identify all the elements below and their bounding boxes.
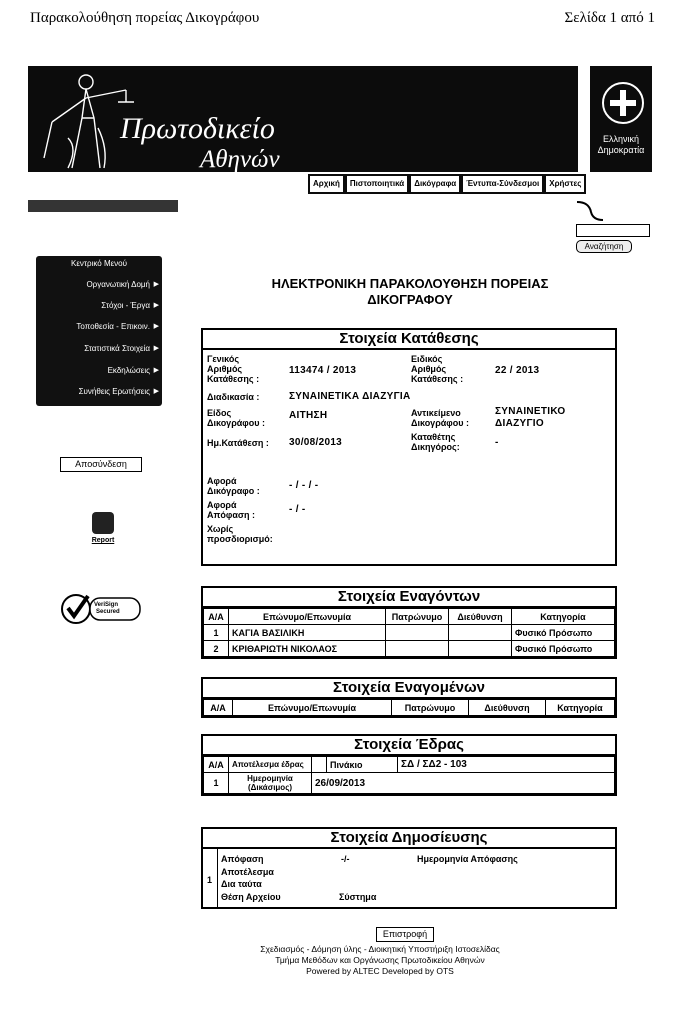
table-header-row xyxy=(204,700,615,716)
value-part: ΔΙΑΖΥΓΙΟ xyxy=(495,418,544,429)
label-part: Δικηγόρος: xyxy=(411,442,460,452)
row-father xyxy=(386,641,449,657)
menu-arrow-icon: ▶ xyxy=(153,323,159,330)
concerns-decision-value: - / - xyxy=(289,504,306,515)
doc-object-label xyxy=(411,408,469,428)
nav-forms-links[interactable]: Έντυπα-Σύνδεσμοι xyxy=(463,176,542,192)
menu-arrow-icon: ▶ xyxy=(153,345,159,352)
row-address xyxy=(449,641,512,657)
page-footer xyxy=(200,944,560,977)
page-title xyxy=(220,276,600,308)
menu-item-faq[interactable]: Συνήθεις Ερωτήσεις xyxy=(78,387,150,396)
report-icon xyxy=(92,512,114,534)
seat-table-label: Πινάκιο xyxy=(327,757,398,773)
menu-arrow-icon: ▶ xyxy=(153,281,159,288)
main-menu xyxy=(36,256,162,406)
concerns-document-label xyxy=(207,476,260,496)
col-name: Επώνυμο/Επωνυμία xyxy=(233,700,392,716)
greek-cross-icon xyxy=(602,82,644,124)
seat-date-label: Ημερομηνία (Δικάσιμος) xyxy=(229,773,312,794)
page-title-line1: ΗΛΕΚΤΡΟΝΙΚΗ ΠΑΡΑΚΟΛΟΥΘΗΣΗ ΠΟΡΕΙΑΣ xyxy=(271,276,549,291)
procedure-label: Διαδικασία : xyxy=(207,392,260,402)
system-label: Σύστημα xyxy=(339,892,377,902)
label-part: Καταθέτης xyxy=(411,432,456,442)
defendants-table xyxy=(203,699,615,716)
nav-users[interactable]: Χρήστες xyxy=(546,176,584,192)
decision-date-label: Ημερομηνία Απόφασης xyxy=(417,854,518,864)
row-category: Φυσικό Πρόσωπο xyxy=(512,625,615,641)
doc-type-label xyxy=(207,408,265,428)
filing-details-title: Στοιχεία Κατάθεσης xyxy=(203,330,615,350)
label-part: Αριθμός xyxy=(411,364,447,374)
logout-button[interactable]: Αποσύνδεση xyxy=(60,457,142,472)
seat-box xyxy=(201,734,617,796)
seat-date-value: 26/09/2013 xyxy=(312,773,615,794)
lawyer-value: - xyxy=(495,437,499,448)
nav-documents[interactable]: Δικόγραφα xyxy=(411,176,459,192)
label-part: Γενικός xyxy=(207,354,240,364)
search-input[interactable] xyxy=(576,224,650,237)
col-address: Διεύθυνση xyxy=(469,700,546,716)
doc-object-value xyxy=(495,406,566,430)
label-part: Δικογράφου : xyxy=(411,418,469,428)
general-number-label xyxy=(207,354,259,384)
row-name: ΚΡΙΘΑΡΙΩΤΗ ΝΙΚΟΛΑΟΣ xyxy=(229,641,386,657)
top-navigation xyxy=(308,174,586,194)
col-aa: Α/Α xyxy=(204,609,229,625)
publication-row-number: 1 xyxy=(207,875,213,885)
label-part: Αφορά xyxy=(207,500,237,510)
table-header-row xyxy=(204,609,615,625)
label-part: Ειδικός xyxy=(411,354,443,364)
filing-date-value: 30/08/2013 xyxy=(289,437,343,448)
label-part: Χωρίς xyxy=(207,524,234,534)
label-part: Κατάθεσης : xyxy=(411,374,464,384)
col-aa: Α/Α xyxy=(204,700,233,716)
row-category: Φυσικό Πρόσωπο xyxy=(512,641,615,657)
menu-item-statistics[interactable]: Στατιστικά Στοιχεία xyxy=(84,344,150,353)
lawyer-label xyxy=(411,432,460,452)
menu-item-goals[interactable]: Στόχοι - Έργα xyxy=(101,301,150,310)
menu-arrow-icon: ▶ xyxy=(153,367,159,374)
footer-line-3: Powered by ALTEC Developed by OTS xyxy=(306,966,454,976)
col-father: Πατρώνυμο xyxy=(386,609,449,625)
label-part: Αντικείμενο xyxy=(411,408,461,418)
menu-arrow-icon: ▶ xyxy=(153,388,159,395)
label-part: Αριθμός xyxy=(207,364,243,374)
label-part: Είδος xyxy=(207,408,232,418)
general-number-value: 113474 / 2013 xyxy=(289,365,357,376)
result-label: Αποτέλεσμα xyxy=(221,867,274,877)
plaintiffs-box xyxy=(201,586,617,659)
table-row xyxy=(204,625,615,641)
table-row xyxy=(204,773,615,794)
filing-details-box xyxy=(201,328,617,566)
table-row xyxy=(204,641,615,657)
no-schedule-label xyxy=(207,524,273,544)
decision-label: Απόφαση xyxy=(221,854,264,864)
table-row xyxy=(204,757,615,773)
republic-emblem xyxy=(590,66,652,172)
page-title-line2: ΔΙΚΟΓΡΑΦΟΥ xyxy=(367,292,453,307)
report-link[interactable] xyxy=(86,512,120,548)
seat-aa-label: Α/Α xyxy=(204,757,229,773)
row-father xyxy=(386,625,449,641)
col-father: Πατρώνυμο xyxy=(392,700,469,716)
row-address xyxy=(449,625,512,641)
seat-table xyxy=(203,756,615,794)
label-part: Δικογράφου : xyxy=(207,418,265,428)
publication-title: Στοιχεία Δημοσίευσης xyxy=(203,829,615,849)
col-name: Επώνυμο/Επωνυμία xyxy=(229,609,386,625)
emblem-text-1: Ελληνική xyxy=(602,134,639,144)
verisign-text-1: VeriSign xyxy=(94,602,119,608)
verisign-text-2: Secured xyxy=(96,609,120,615)
nav-home[interactable]: Αρχική xyxy=(310,176,343,192)
search-button[interactable]: Αναζήτηση xyxy=(576,240,632,253)
footer-line-1: Σχεδιασμός - Δόμηση ύλης - Διοικητική Υποστήριξη Ιστοσελίδας xyxy=(260,944,500,954)
seat-title: Στοιχεία Έδρας xyxy=(203,736,615,756)
archive-location-label: Θέση Αρχείου xyxy=(221,892,281,902)
procedure-value: ΣΥΝΑΙΝΕΤΙΚΑ ΔΙΑΖΥΓΙΑ xyxy=(289,391,411,402)
seat-row-number: 1 xyxy=(204,773,229,794)
col-category: Κατηγορία xyxy=(546,700,615,716)
banner-strip xyxy=(28,200,178,212)
concerns-document-value: - / - / - xyxy=(289,480,319,491)
special-number-value: 22 / 2013 xyxy=(495,365,540,376)
main-menu-title: Κεντρικό Μενού xyxy=(70,259,128,268)
seat-result-value xyxy=(312,757,327,773)
defendants-title: Στοιχεία Εναγομένων xyxy=(203,679,615,699)
label-part: Αφορά xyxy=(207,476,237,486)
label-part: Απόφαση : xyxy=(207,510,256,520)
row-number: 1 xyxy=(204,625,229,641)
court-name-line2: Αθηνών xyxy=(200,146,280,172)
value-part: ΣΥΝΑΙΝΕΤΙΚΟ xyxy=(495,406,566,417)
back-button[interactable]: Επιστροφή xyxy=(376,927,434,942)
special-number-label xyxy=(411,354,463,384)
label-part: Κατάθεσης : xyxy=(207,374,260,384)
menu-item-events[interactable]: Εκδηλώσεις xyxy=(107,366,150,375)
seat-table-value: ΣΔ / ΣΔ2 - 103 xyxy=(398,757,615,773)
col-category: Κατηγορία xyxy=(512,609,615,625)
court-banner xyxy=(28,66,578,172)
doc-type-value: ΑΙΤΗΣΗ xyxy=(289,410,328,421)
row-number: 2 xyxy=(204,641,229,657)
label-part: Δικόγραφο : xyxy=(207,486,260,496)
seat-result-label: Αποτέλεσμα έδρας xyxy=(229,757,312,773)
label-part: προσδιορισμό: xyxy=(207,534,273,544)
defendants-box xyxy=(201,677,617,718)
plaintiffs-title: Στοιχεία Εναγόντων xyxy=(203,588,615,608)
row-name: ΚΑΓΙΑ ΒΑΣΙΛΙΚΗ xyxy=(229,625,386,641)
footer-line-2: Τμήμα Μεθόδων και Οργάνωσης Πρωτοδικείου Αθηνών xyxy=(275,955,485,965)
decision-value: -/- xyxy=(341,854,350,864)
menu-item-location[interactable]: Τοποθεσία - Επικοιν. xyxy=(76,322,150,331)
decorative-curve-icon xyxy=(575,198,605,222)
ditto-label: Δια ταύτα xyxy=(221,879,262,889)
print-header-title: Παρακολούθηση πορείας Δικογράφου xyxy=(30,10,260,26)
concerns-decision-label xyxy=(207,500,255,520)
report-label: Report xyxy=(91,537,115,544)
nav-certificates[interactable]: Πιστοποιητικά xyxy=(347,176,407,192)
print-page-number: Σελίδα 1 από 1 xyxy=(564,10,655,26)
emblem-text-2: Δημοκρατία xyxy=(597,145,645,155)
plaintiffs-table xyxy=(203,608,615,657)
menu-arrow-icon: ▶ xyxy=(153,302,159,309)
filing-date-label: Ημ.Κατάθεση : xyxy=(207,438,269,448)
court-name-line1: Πρωτοδικείο xyxy=(120,112,275,145)
menu-item-organization[interactable]: Οργανωτική Δομή xyxy=(86,280,150,289)
publication-box xyxy=(201,827,617,909)
col-address: Διεύθυνση xyxy=(449,609,512,625)
